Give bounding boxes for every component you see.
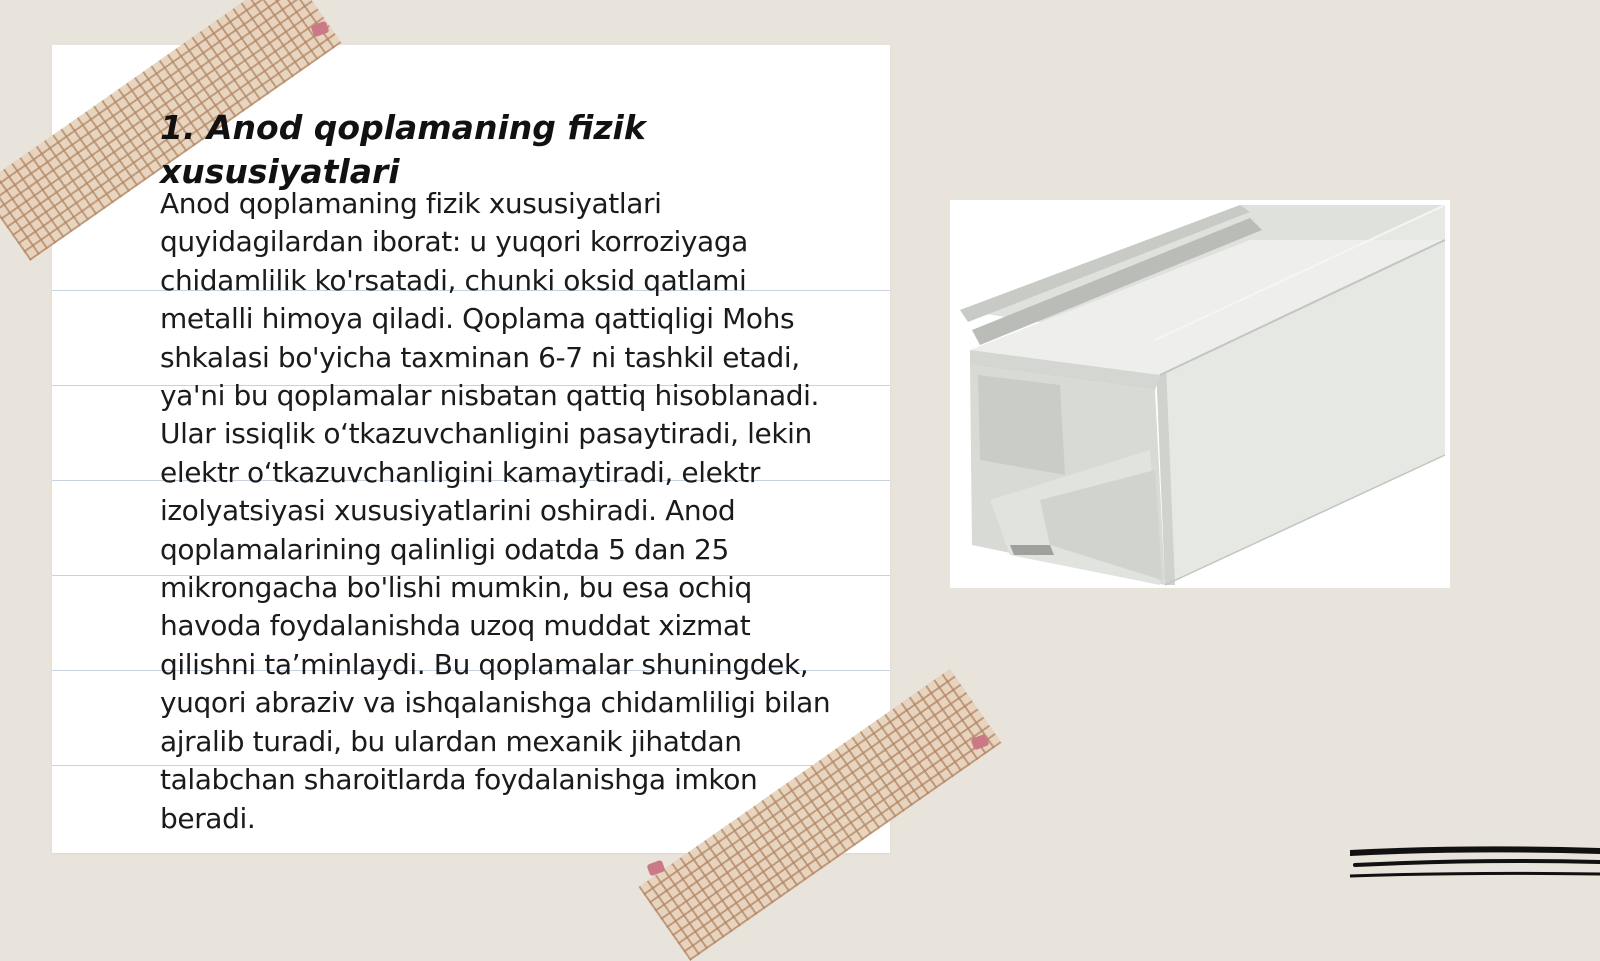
slide-heading: 1. Anod qoplamaning fizik xususiyatlari	[160, 108, 646, 191]
slide-body-text: Anod qoplamaning fizik xususiyatlari quyidagilardan iborat: u yuqori korroziyaga chidamlilik ko'rsatadi, chunki oksid qatlami metalli himoya qiladi. Qoplama qattiqligi Mohs shkalasi bo'yicha taxminan 6-7 ni tashkil etadi, ya'ni bu qoplamalar nisbatan qattiq hisoblanadi. Ular issiqlik o‘tkazuvchanligini pasaytiradi, lekin elektr o‘tkazuvchanligini kamaytiradi, elektr izolyatsiyasi xususiyatlarini oshiradi. Anod qoplamalarining qalinligi odatda 5 dan 25 mikrongacha bo'lishi mumkin, bu esa ochiq havoda foydalanishda uzoq muddat xizmat qilishni ta’minlaydi. Bu qoplamalar shuningdek, yuqori abraziv va ishqalanishga chidamliligi bilan ajralib turadi, bu ulardan mexanik jihatdan talabchan sharoitlarda foydalanishga imkon beradi.	[160, 187, 831, 835]
aluminium-profile-image	[950, 200, 1450, 588]
decorative-scribble	[1350, 845, 1600, 885]
